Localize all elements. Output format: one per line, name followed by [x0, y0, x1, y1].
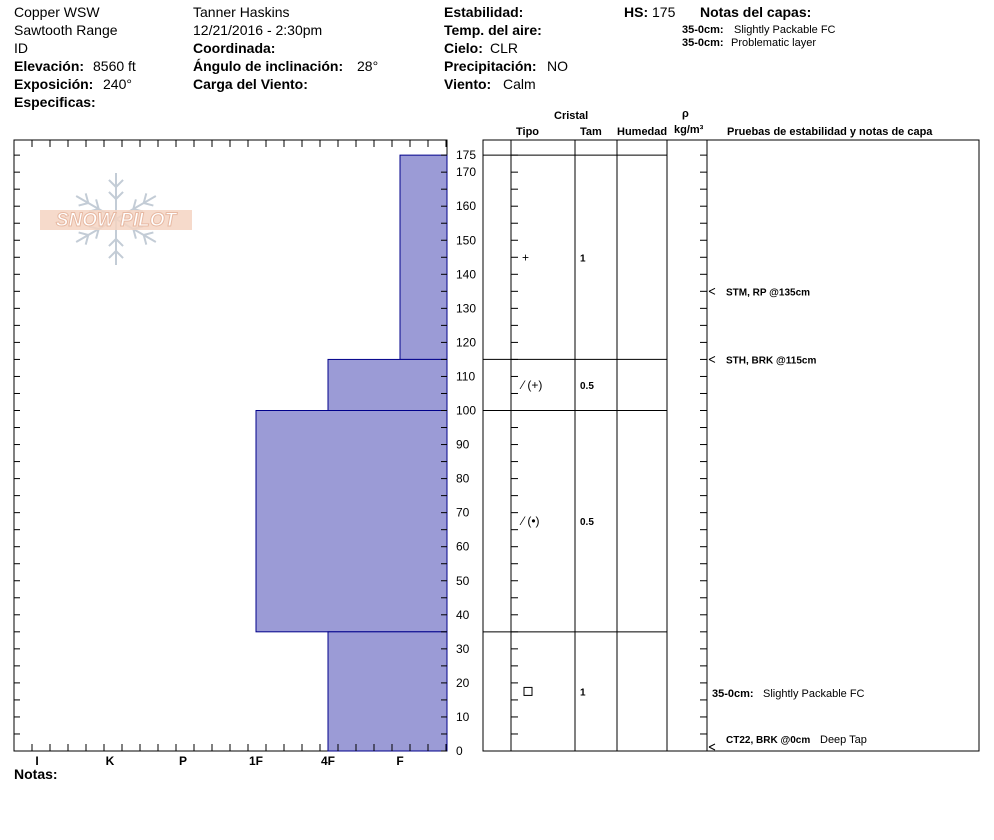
hardness-tick-label: P [178, 754, 188, 768]
grain-type-symbol: ⁄ (+) [522, 377, 543, 392]
slope-value: 28° [357, 58, 379, 74]
depth-tick-label: 170 [456, 165, 477, 180]
hs-value: 175 [652, 4, 676, 20]
aspect-label: Exposición: [14, 76, 94, 92]
hardness-tick-label: 1F [248, 754, 264, 768]
layer-notes-title: Notas del capas: [700, 4, 812, 20]
type-header: Tipo [516, 126, 540, 138]
depth-tick-label: 30 [456, 641, 470, 656]
grain-size: 1 [580, 687, 586, 699]
grain-type-symbol: ⁄ (•) [522, 514, 540, 529]
air-temp-label: Temp. del aire: [444, 22, 542, 38]
stability-test-note: Deep Tap [820, 734, 867, 746]
wind-load-label: Carga del Viento: [193, 76, 308, 92]
stability-test-label: STH, BRK @115cm [726, 355, 817, 367]
hardness-tick-label: F [396, 754, 404, 768]
layer-note-text: Problematic layer [731, 37, 816, 49]
notes-label: Notas: [14, 766, 58, 782]
grain-type-symbol [524, 687, 532, 695]
logo-text: SNOW PILOT [55, 210, 177, 231]
depth-tick-label: 175 [456, 148, 477, 163]
hardness-bar [256, 411, 447, 632]
crystal-header: Cristal [554, 110, 589, 122]
slope-label: Ángulo de inclinación: [193, 58, 344, 74]
depth-tick-label: 120 [456, 335, 477, 350]
elevation-value: 8560 ft [93, 58, 136, 74]
depth-tick-label: 60 [456, 539, 470, 554]
precip-label: Precipitación: [444, 58, 537, 74]
layer-note-text: Slightly Packable FC [763, 688, 865, 701]
layer-table-frame [483, 140, 979, 751]
precip-value: NO [547, 58, 568, 74]
stability-label: Estabilidad: [444, 4, 524, 20]
depth-axis [456, 148, 476, 758]
depth-tick-label: 110 [456, 369, 476, 384]
size-header: Tam [580, 126, 602, 138]
specifics-label: Especificas: [14, 94, 96, 110]
sky-value: CLR [490, 40, 519, 56]
depth-tick-label: 140 [456, 267, 477, 282]
depth-tick-label: 150 [456, 233, 477, 248]
depth-tick-label: 40 [456, 607, 470, 622]
wind-value: Calm [503, 76, 536, 92]
grain-size: 0.5 [580, 517, 594, 529]
hardness-tick-label: K [105, 754, 115, 768]
hardness-profile [256, 155, 447, 751]
density-unit-header: kg/m³ [674, 124, 704, 136]
mountain-range: Sawtooth Range [14, 22, 118, 38]
grain-type-symbol: + [522, 250, 530, 265]
state: ID [14, 40, 28, 56]
depth-tick-label: 70 [456, 505, 470, 520]
depth-tick-label: 0 [456, 744, 463, 758]
grain-size: 1 [580, 253, 586, 265]
observer-name: Tanner Haskins [193, 4, 290, 20]
hs-label: HS: [624, 4, 649, 20]
depth-tick-label: 100 [456, 403, 477, 418]
moisture-header: Humedad [617, 126, 668, 138]
elevation-label: Elevación: [14, 58, 85, 74]
depth-tick-label: 130 [456, 301, 477, 316]
stability-test-label: STM, RP @135cm [726, 287, 811, 299]
density-rho-header: ρ [682, 108, 689, 120]
hardness-tick-label: I [35, 754, 39, 768]
layer-note-range: 35-0cm: [682, 37, 724, 49]
stability-test-label: CT22, BRK @0cm [726, 735, 811, 746]
grain-size: 0.5 [580, 380, 594, 392]
depth-tick-label: 20 [456, 675, 470, 690]
sky-label: Cielo: [444, 40, 483, 56]
tests-header: Pruebas de estabilidad y notas de capa [727, 126, 933, 138]
stability-tests [709, 287, 867, 750]
layer-note-range: 35-0cm: [682, 24, 724, 36]
hardness-bar [400, 155, 447, 359]
depth-tick-label: 10 [456, 709, 470, 724]
depth-tick-label: 90 [456, 437, 470, 452]
depth-tick-label: 160 [456, 199, 477, 214]
observation-datetime: 12/21/2016 - 2:30pm [193, 22, 323, 38]
hardness-bar [328, 359, 447, 410]
coordinate-label: Coordinada: [193, 40, 276, 56]
depth-tick-label: 50 [456, 573, 470, 588]
wind-label: Viento: [444, 76, 492, 92]
location-name: Copper WSW [14, 4, 100, 20]
snowpilot-logo [40, 173, 192, 265]
hardness-tick-label: 4F [320, 754, 336, 768]
layer-note-text: Slightly Packable FC [734, 24, 836, 36]
aspect-value: 240° [103, 76, 132, 92]
hardness-axis [35, 754, 403, 768]
hardness-bar [328, 632, 447, 751]
layer-rows [519, 250, 594, 698]
layer-note-range: 35-0cm: [712, 688, 754, 701]
depth-tick-label: 80 [456, 471, 470, 486]
